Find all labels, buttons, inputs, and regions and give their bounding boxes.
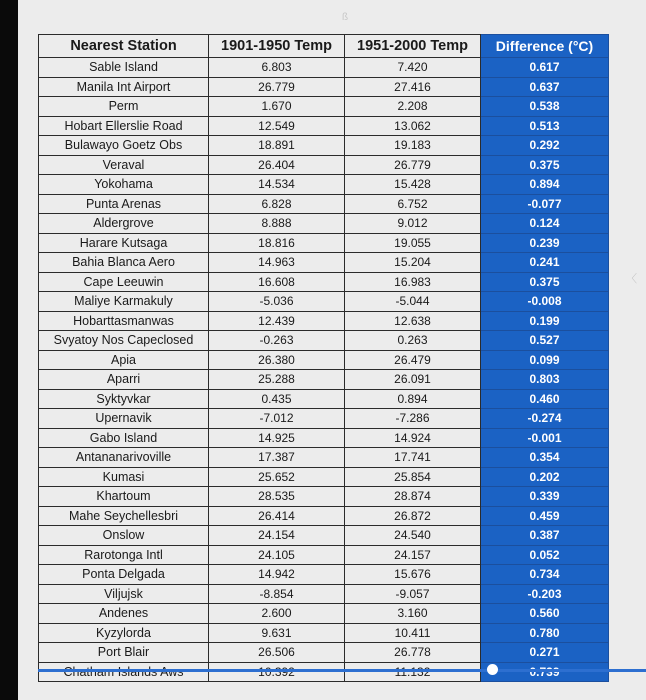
difference-cell: 0.780 — [481, 623, 609, 643]
header-1901-1950-temp: 1901-1950 Temp — [209, 35, 345, 58]
difference-cell: 0.734 — [481, 565, 609, 585]
station-cell: Bahia Blanca Aero — [39, 253, 209, 273]
temp-1951-2000-cell: 26.479 — [345, 350, 481, 370]
temp-1951-2000-cell: 13.062 — [345, 116, 481, 136]
table-row — [39, 175, 609, 195]
table-row — [39, 136, 609, 156]
temp-1901-1950-cell: 2.600 — [209, 604, 345, 624]
station-cell: Sable Island — [39, 58, 209, 78]
temp-1901-1950-cell: -0.263 — [209, 331, 345, 351]
station-cell: Yokohama — [39, 175, 209, 195]
temp-1901-1950-cell: 28.535 — [209, 487, 345, 507]
temp-1901-1950-cell: -7.012 — [209, 409, 345, 429]
temp-1901-1950-cell: 14.925 — [209, 428, 345, 448]
temp-1951-2000-cell: 26.779 — [345, 155, 481, 175]
table-row — [39, 350, 609, 370]
temp-1951-2000-cell: 19.183 — [345, 136, 481, 156]
station-cell: Ponta Delgada — [39, 565, 209, 585]
difference-cell: 0.538 — [481, 97, 609, 117]
header-1951-2000-temp: 1951-2000 Temp — [345, 35, 481, 58]
temp-1951-2000-cell: 15.204 — [345, 253, 481, 273]
temp-1951-2000-cell: 17.741 — [345, 448, 481, 468]
table-row — [39, 311, 609, 331]
table-row — [39, 370, 609, 390]
difference-cell: 0.354 — [481, 448, 609, 468]
difference-cell: 0.124 — [481, 214, 609, 234]
temp-1951-2000-cell: 19.055 — [345, 233, 481, 253]
station-cell: Perm — [39, 97, 209, 117]
temp-1901-1950-cell: 24.105 — [209, 545, 345, 565]
temp-1951-2000-cell: 7.420 — [345, 58, 481, 78]
temp-1901-1950-cell: -5.036 — [209, 292, 345, 312]
temp-1901-1950-cell: 26.404 — [209, 155, 345, 175]
table-row — [39, 545, 609, 565]
difference-cell: 0.560 — [481, 604, 609, 624]
difference-cell: -0.077 — [481, 194, 609, 214]
temp-1901-1950-cell: 25.288 — [209, 370, 345, 390]
temp-1901-1950-cell: 6.803 — [209, 58, 345, 78]
table-row — [39, 487, 609, 507]
temp-1901-1950-cell: 18.816 — [209, 233, 345, 253]
temp-1951-2000-cell: -9.057 — [345, 584, 481, 604]
station-cell: Upernavik — [39, 409, 209, 429]
difference-cell: -0.001 — [481, 428, 609, 448]
temp-1951-2000-cell: 26.091 — [345, 370, 481, 390]
station-cell: Aparri — [39, 370, 209, 390]
difference-cell: 0.339 — [481, 487, 609, 507]
header-row — [39, 35, 609, 58]
station-cell: Andenes — [39, 604, 209, 624]
table-row — [39, 584, 609, 604]
table-row — [39, 58, 609, 78]
temp-1901-1950-cell: 16.608 — [209, 272, 345, 292]
table-row — [39, 448, 609, 468]
temp-1901-1950-cell: 26.414 — [209, 506, 345, 526]
temp-1951-2000-cell: 0.263 — [345, 331, 481, 351]
difference-cell: 0.271 — [481, 643, 609, 663]
temp-1951-2000-cell: 24.157 — [345, 545, 481, 565]
temp-1951-2000-cell: 16.983 — [345, 272, 481, 292]
table-row — [39, 565, 609, 585]
difference-cell: -0.008 — [481, 292, 609, 312]
temp-1951-2000-cell: 6.752 — [345, 194, 481, 214]
difference-cell: 0.202 — [481, 467, 609, 487]
temp-1951-2000-cell: 15.676 — [345, 565, 481, 585]
station-cell: Port Blair — [39, 643, 209, 663]
difference-cell: 0.617 — [481, 58, 609, 78]
table-row — [39, 97, 609, 117]
table-row — [39, 526, 609, 546]
temp-1901-1950-cell: 14.963 — [209, 253, 345, 273]
station-cell: Veraval — [39, 155, 209, 175]
temp-1951-2000-cell: 24.540 — [345, 526, 481, 546]
temperature-table — [38, 34, 609, 682]
side-mark: 〈 — [626, 273, 637, 285]
difference-cell: -0.274 — [481, 409, 609, 429]
table-row — [39, 428, 609, 448]
table-row — [39, 272, 609, 292]
temp-1951-2000-cell: -7.286 — [345, 409, 481, 429]
faint-mark: ß — [342, 12, 349, 23]
difference-cell: 0.459 — [481, 506, 609, 526]
table-row — [39, 116, 609, 136]
temp-1901-1950-cell: 26.380 — [209, 350, 345, 370]
difference-cell: 0.375 — [481, 272, 609, 292]
station-cell: Maliye Karmakuly — [39, 292, 209, 312]
difference-cell: 0.375 — [481, 155, 609, 175]
temp-1951-2000-cell: 26.778 — [345, 643, 481, 663]
temp-1951-2000-cell: 9.012 — [345, 214, 481, 234]
table-row — [39, 253, 609, 273]
temp-1901-1950-cell: 1.670 — [209, 97, 345, 117]
station-cell: Cape Leeuwin — [39, 272, 209, 292]
table-row — [39, 643, 609, 663]
photo-dot — [487, 664, 498, 675]
difference-cell: 0.460 — [481, 389, 609, 409]
difference-cell: 0.199 — [481, 311, 609, 331]
difference-cell: 0.052 — [481, 545, 609, 565]
temp-1951-2000-cell: 12.638 — [345, 311, 481, 331]
station-cell: Punta Arenas — [39, 194, 209, 214]
temp-1901-1950-cell: 12.549 — [209, 116, 345, 136]
photo-cut-line — [38, 669, 646, 672]
temp-1951-2000-cell: 28.874 — [345, 487, 481, 507]
difference-cell: 0.241 — [481, 253, 609, 273]
station-cell: Aldergrove — [39, 214, 209, 234]
table-row — [39, 155, 609, 175]
station-cell: Hobarttasmanwas — [39, 311, 209, 331]
temp-1951-2000-cell: 10.411 — [345, 623, 481, 643]
temp-1901-1950-cell: 6.828 — [209, 194, 345, 214]
station-cell: Syktyvkar — [39, 389, 209, 409]
temp-1901-1950-cell: 24.154 — [209, 526, 345, 546]
temp-1951-2000-cell: 3.160 — [345, 604, 481, 624]
difference-cell: 0.637 — [481, 77, 609, 97]
temp-1901-1950-cell: 26.506 — [209, 643, 345, 663]
temp-1901-1950-cell: 14.534 — [209, 175, 345, 195]
table-row — [39, 467, 609, 487]
temp-1951-2000-cell: 0.894 — [345, 389, 481, 409]
header-nearest-station: Nearest Station — [39, 35, 209, 58]
station-cell: Rarotonga Intl — [39, 545, 209, 565]
temp-1901-1950-cell: 14.942 — [209, 565, 345, 585]
station-cell: Viljujsk — [39, 584, 209, 604]
station-cell: Manila Int Airport — [39, 77, 209, 97]
temp-1951-2000-cell: -5.044 — [345, 292, 481, 312]
temp-1951-2000-cell: 2.208 — [345, 97, 481, 117]
station-cell: Antananarivoville — [39, 448, 209, 468]
table-body — [39, 58, 609, 682]
table-row — [39, 623, 609, 643]
temp-1951-2000-cell: 26.872 — [345, 506, 481, 526]
temp-1901-1950-cell: 9.631 — [209, 623, 345, 643]
difference-cell: 0.894 — [481, 175, 609, 195]
temp-1951-2000-cell: 27.416 — [345, 77, 481, 97]
temp-1951-2000-cell: 15.428 — [345, 175, 481, 195]
difference-cell: 0.513 — [481, 116, 609, 136]
difference-cell: -0.203 — [481, 584, 609, 604]
station-cell: Onslow — [39, 526, 209, 546]
table-row — [39, 214, 609, 234]
temp-1901-1950-cell: -8.854 — [209, 584, 345, 604]
temp-1951-2000-cell: 25.854 — [345, 467, 481, 487]
station-cell: Harare Kutsaga — [39, 233, 209, 253]
station-cell: Hobart Ellerslie Road — [39, 116, 209, 136]
difference-cell: 0.387 — [481, 526, 609, 546]
table-row — [39, 292, 609, 312]
temp-1901-1950-cell: 12.439 — [209, 311, 345, 331]
difference-cell: 0.803 — [481, 370, 609, 390]
station-cell: Kumasi — [39, 467, 209, 487]
table-row — [39, 506, 609, 526]
difference-cell: 0.239 — [481, 233, 609, 253]
difference-cell: 0.527 — [481, 331, 609, 351]
station-cell: Bulawayo Goetz Obs — [39, 136, 209, 156]
station-cell: Gabo Island — [39, 428, 209, 448]
table-row — [39, 389, 609, 409]
header-difference: Difference (°C) — [481, 35, 609, 58]
table-row — [39, 233, 609, 253]
temp-1901-1950-cell: 25.652 — [209, 467, 345, 487]
temp-1901-1950-cell: 26.779 — [209, 77, 345, 97]
station-cell: Kyzylorda — [39, 623, 209, 643]
station-cell: Khartoum — [39, 487, 209, 507]
table-row — [39, 409, 609, 429]
temp-1901-1950-cell: 0.435 — [209, 389, 345, 409]
temp-1901-1950-cell: 17.387 — [209, 448, 345, 468]
station-cell: Apia — [39, 350, 209, 370]
station-cell: Mahe Seychellesbri — [39, 506, 209, 526]
temp-1901-1950-cell: 8.888 — [209, 214, 345, 234]
table-row — [39, 194, 609, 214]
temp-1901-1950-cell: 18.891 — [209, 136, 345, 156]
temp-1951-2000-cell: 14.924 — [345, 428, 481, 448]
table-row — [39, 77, 609, 97]
difference-cell: 0.292 — [481, 136, 609, 156]
difference-cell: 0.099 — [481, 350, 609, 370]
table-row — [39, 604, 609, 624]
station-cell: Svyatoy Nos Capeclosed — [39, 331, 209, 351]
table-row — [39, 331, 609, 351]
